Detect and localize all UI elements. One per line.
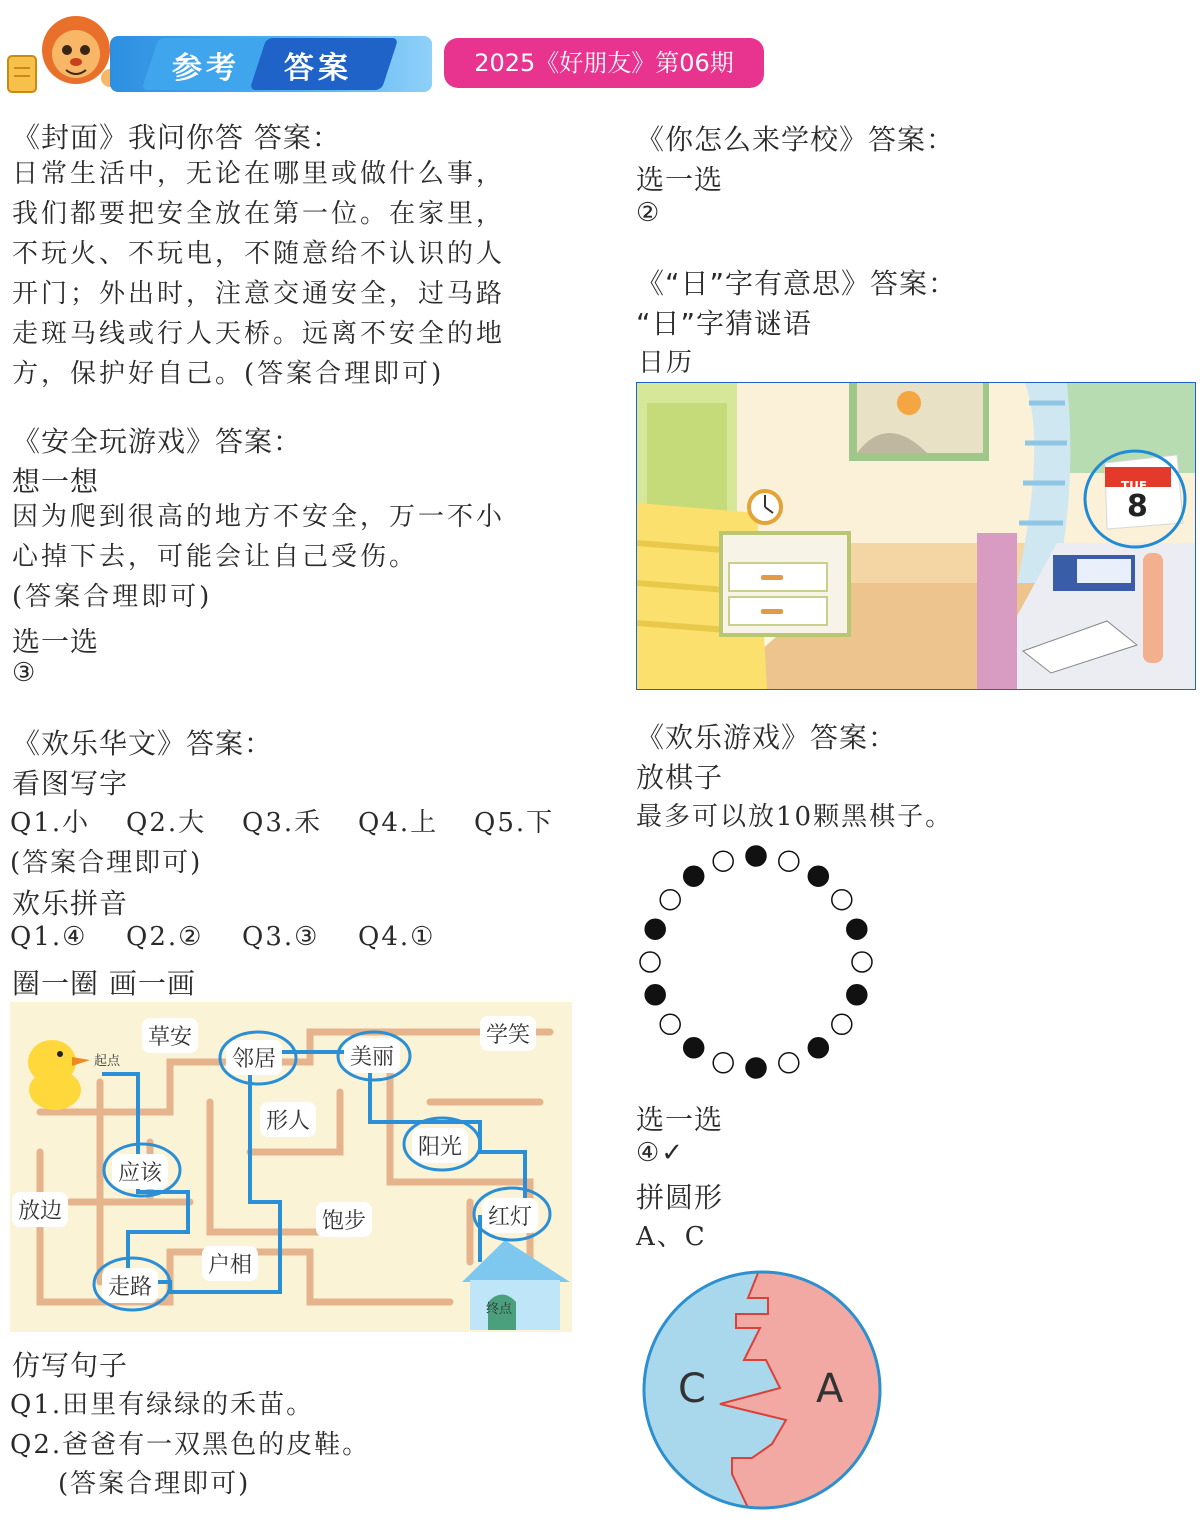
maze-word: 走路: [102, 1268, 158, 1303]
cover-line: 走斑马线或行人天桥。远离不安全的地: [12, 319, 506, 349]
q-answer: Q2.大: [126, 808, 207, 838]
q-answer: Q4.①: [358, 922, 436, 952]
cover-line: 方，保护好自己。(答案合理即可): [12, 359, 445, 389]
bedroom-illustration: [636, 382, 1196, 690]
maze-word: 邻居: [226, 1040, 282, 1075]
school-title: 《你怎么来学校》答案：: [636, 123, 956, 156]
maze-word: 红灯: [482, 1198, 538, 1233]
huawen-note2: (答案合理即可): [58, 1469, 251, 1499]
white-stone: [713, 851, 733, 871]
black-stone: [746, 1058, 766, 1078]
game-answer2: ④✓: [636, 1138, 686, 1168]
q-answer: Q1.④: [10, 922, 88, 952]
header-badge-left: 参考: [172, 51, 240, 86]
school-answer: ②: [636, 198, 662, 228]
maze-word: 美丽: [344, 1038, 400, 1073]
cover-line: 开门；外出时，注意交通安全，过马路: [12, 279, 506, 309]
black-stone: [808, 866, 828, 886]
cover-line: 不玩火、不玩电，不随意给不认识的人: [12, 239, 506, 269]
safe-game-title: 《安全玩游戏》答案：: [12, 425, 303, 458]
game-answer3: A、C: [636, 1222, 707, 1252]
huawen-note1: (答案合理即可): [10, 848, 203, 878]
white-stone: [640, 952, 660, 972]
q-answer: Q3.禾: [242, 808, 323, 838]
black-stone: [684, 1038, 704, 1058]
maze-word: 应该: [112, 1154, 168, 1189]
maze-start-label: 起点: [94, 1054, 121, 1069]
maze-answer-circles: [10, 1002, 572, 1332]
maze-word: 饱步: [316, 1202, 372, 1237]
school-sub: 选一选: [636, 163, 724, 196]
white-stone: [660, 1014, 680, 1034]
q-answer: Q4.上: [358, 808, 439, 838]
white-stone: [779, 851, 799, 871]
huawen-sub3: 圈一圈 画一画: [12, 967, 196, 1000]
sentence-1: Q1.田里有绿绿的禾苗。: [10, 1390, 315, 1420]
puzzle-label-a: A: [816, 1366, 844, 1412]
maze-word: 学笑: [480, 1016, 536, 1051]
q-answer: Q5.下: [474, 808, 555, 838]
black-stone: [847, 919, 867, 939]
huawen-title: 《欢乐华文》答案：: [12, 727, 274, 760]
white-stone: [832, 1014, 852, 1034]
safe-line: 心掉下去，可能会让自己受伤。: [12, 542, 419, 572]
game-title: 《欢乐游戏》答案：: [636, 721, 898, 754]
puzzle-circle: [640, 1268, 884, 1512]
white-stone: [852, 952, 872, 972]
safe-game-answer: [12, 497, 505, 617]
cover-answer: [12, 154, 505, 394]
black-stone: [645, 985, 665, 1005]
ri-title: 《“日”字有意思》答案：: [636, 267, 958, 300]
stone-circle: [620, 832, 892, 1092]
ri-answer: 日历: [638, 348, 695, 378]
issue-badge: 2025《好朋友》第06期: [444, 38, 764, 88]
ri-sub: “日”字猜谜语: [636, 307, 813, 340]
white-stone: [832, 890, 852, 910]
calendar-answer-circle: [637, 383, 1195, 689]
safe-line: (答案合理即可): [12, 582, 213, 612]
cover-line: 日常生活中，无论在哪里或做什么事，: [12, 159, 506, 189]
maze-word: 阳光: [412, 1128, 468, 1163]
q-answer: Q3.③: [242, 922, 320, 952]
game-line1: 最多可以放10颗黑棋子。: [636, 802, 954, 832]
q-answer: Q1.小: [10, 808, 91, 838]
white-stone: [779, 1053, 799, 1073]
black-stone: [808, 1038, 828, 1058]
sentence-2: Q2.爸爸有一双黑色的皮鞋。: [10, 1430, 371, 1460]
safe-game-choice: ③: [12, 658, 38, 688]
game-sub3: 拼圆形: [636, 1181, 724, 1214]
huawen-sub1: 看图写字: [12, 767, 129, 800]
safe-game-sub1: 想一想: [12, 465, 100, 498]
game-sub1: 放棋子: [636, 761, 724, 794]
calendar-day: TUE: [1121, 479, 1148, 493]
huawen-sub2: 欢乐拼音: [12, 887, 129, 920]
safe-game-sub2: 选一选: [12, 625, 100, 658]
maze-word: 草安: [142, 1018, 198, 1053]
huawen-sub4: 仿写句子: [12, 1349, 129, 1382]
game-sub2: 选一选: [636, 1103, 724, 1136]
cover-title: 《封面》我问你答 答案：: [12, 121, 341, 154]
cover-line: 我们都要把安全放在第一位。在家里，: [12, 199, 506, 229]
safe-line: 因为爬到很高的地方不安全，万一不小: [12, 502, 506, 532]
black-stone: [684, 866, 704, 886]
black-stone: [847, 985, 867, 1005]
maze-word: 放边: [12, 1192, 68, 1227]
puzzle-label-c: C: [678, 1366, 706, 1412]
header-badge-right: 答案: [284, 51, 352, 86]
black-stone: [746, 846, 766, 866]
maze-word: 户相: [202, 1246, 258, 1281]
maze-illustration: [10, 1002, 572, 1332]
white-stone: [713, 1053, 733, 1073]
calendar-date: 8: [1127, 489, 1148, 524]
maze-end-label: 终点: [486, 1302, 513, 1317]
white-stone: [660, 890, 680, 910]
black-stone: [645, 919, 665, 939]
mascot-logo: [4, 8, 124, 100]
q-answer: Q2.②: [126, 922, 204, 952]
maze-word: 形人: [260, 1102, 316, 1137]
